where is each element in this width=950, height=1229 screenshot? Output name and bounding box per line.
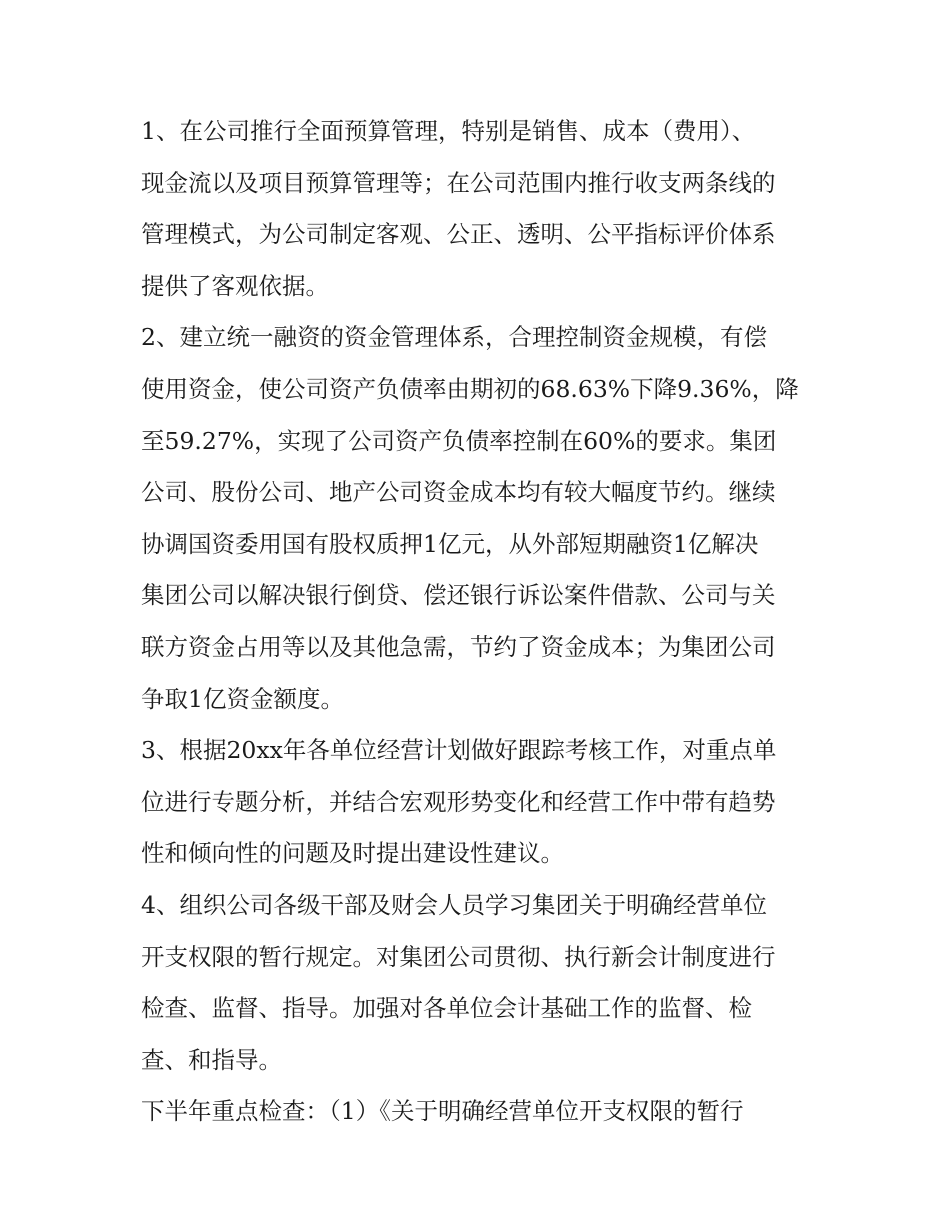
text-line: 4、组织公司各级干部及财会人员学习集团关于明确经营单位 xyxy=(141,890,767,919)
text-line: 集团公司以解决银行倒贷、偿还银行诉讼案件借款、公司与关 xyxy=(141,581,776,610)
text-line: 查、和指导。 xyxy=(141,1045,282,1074)
text-line: 现金流以及项目预算管理等；在公司范围内推行收支两条线的 xyxy=(141,168,776,197)
text-line: 检查、监督、指导。加强对各单位会计基础工作的监督、检 xyxy=(141,994,752,1023)
text-line: 3、根据20xx年各单位经营计划做好跟踪考核工作，对重点单 xyxy=(141,736,777,765)
text-line: 2、建立统一融资的资金管理体系，合理控制资金规模，有偿 xyxy=(141,323,767,352)
text-line: 争取1亿资金额度。 xyxy=(141,684,344,713)
document-body xyxy=(141,106,821,1138)
text-line: 开支权限的暂行规定。对集团公司贯彻、执行新会计制度进行 xyxy=(141,942,776,971)
text-line: 联方资金占用等以及其他急需，节约了资金成本；为集团公司 xyxy=(141,632,776,661)
text-line: 管理模式，为公司制定客观、公正、透明、公平指标评价体系 xyxy=(141,220,776,249)
text-line: 提供了客观依据。 xyxy=(141,271,329,300)
text-line: 至59.27%，实现了公司资产负债率控制在60%的要求。集团 xyxy=(141,426,777,455)
text-line: 1、在公司推行全面预算管理，特别是销售、成本（费用）、 xyxy=(141,117,756,145)
text-line: 下半年重点检查：（1）《关于明确经营单位开支权限的暂行 xyxy=(141,1097,744,1126)
text-line: 协调国资委用国有股权质押1亿元，从外部短期融资1亿解决 xyxy=(141,529,759,558)
text-line: 公司、股份公司、地产公司资金成本均有较大幅度节约。继续 xyxy=(141,478,776,507)
text-line: 性和倾向性的问题及时提出建设性建议。 xyxy=(141,839,564,868)
text-line: 位进行专题分析，并结合宏观形势变化和经营工作中带有趋势 xyxy=(141,787,776,816)
text-line: 使用资金，使公司资产负债率由期初的68.63%下降9.36%，降 xyxy=(141,374,799,403)
